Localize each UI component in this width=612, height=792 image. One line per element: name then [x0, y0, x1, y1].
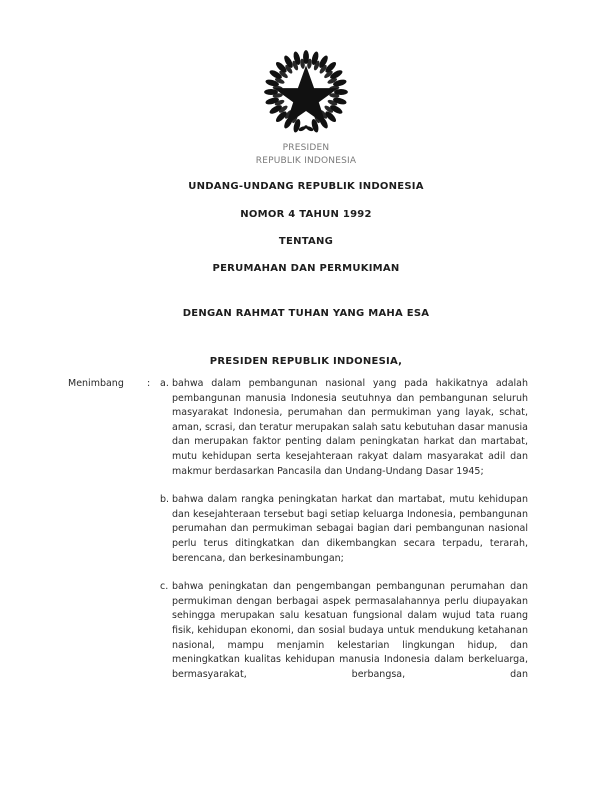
emblem-caption	[0, 142, 612, 167]
considering-row	[0, 377, 612, 697]
list-item-marker: c.	[160, 581, 169, 593]
considering-items	[160, 377, 528, 697]
law-subject-line: PERUMAHAN DAN PERMUKIMAN	[212, 263, 400, 274]
about-label: TENTANG	[278, 236, 334, 247]
list-item-marker: a.	[160, 378, 169, 389]
list-item	[160, 580, 528, 697]
list-item-text: bahwa dalam pembangunan nasional yang pada hakikatnya adalah pembangunan manusia Indonesia seutuhnya dan pembangunan seluruh masyarakat Indonesia, perumahan dan permukiman yang layak, schat, aman, scrasi, dan teratur merupakan salah satu kebutuhan dasar manusia dan merupakan faktor penting dalam peningkatan harkat dan martabat, mutu kehidupan serta kesejahteraan rakyat dalam masyarakat adil dan makmur berdasarkan Pancasila dan Undang-Undang Dasar 1945;	[172, 378, 528, 477]
emblem-caption-line2: REPUBLIK INDONESIA	[255, 155, 357, 166]
invocation-line: DENGAN RAHMAT TUHAN YANG MAHA ESA	[182, 308, 430, 319]
list-item-text: bahwa dalam rangka peningkatan harkat dan martabat, mutu kehidupan dan kesejahteraan tersebut bagi setiap keluarga Indonesia, pembangunan perumahan dan permukiman sebagai bagian dari pembangunan nasional perlu terus ditingkatkan dan dikembangkan secara terpadu, terarah, berencana, dan berkesinambungan;	[172, 494, 528, 564]
emblem-caption-line1: PRESIDEN	[282, 143, 330, 153]
list-item	[160, 377, 528, 479]
list-item	[160, 493, 528, 566]
law-title-line: UNDANG-UNDANG REPUBLIK INDONESIA	[188, 181, 424, 192]
list-item-marker: b.	[160, 494, 170, 506]
emblem-block	[0, 46, 612, 167]
list-item-text: bahwa peningkatan dan pengembangan pembangunan perumahan dan permukiman dengan berbagai aspek permasalahannya perlu diupayakan sehingga merupakan salu kesatuan fungsional dalam wujud tata ruang fisik, kehidupan ekonomi, dan sosial budaya untuk mendukung ketahanan nasional, mampu menjamin kelestarian lingkungan hidup, dan meningkatkan kualitas kehidupan manusia Indonesia dalam berkeluarga, bermasyarakat, berbangsa, dan	[172, 581, 528, 680]
indonesia-presidential-seal-icon	[260, 46, 352, 138]
document-headings	[0, 181, 612, 367]
considering-section	[0, 377, 612, 697]
law-number-line: NOMOR 4 TAHUN 1992	[240, 209, 372, 220]
considering-label: Menimbang	[68, 378, 124, 389]
issuer-line: PRESIDEN REPUBLIK INDONESIA,	[209, 356, 403, 367]
considering-colon: :	[147, 378, 151, 389]
